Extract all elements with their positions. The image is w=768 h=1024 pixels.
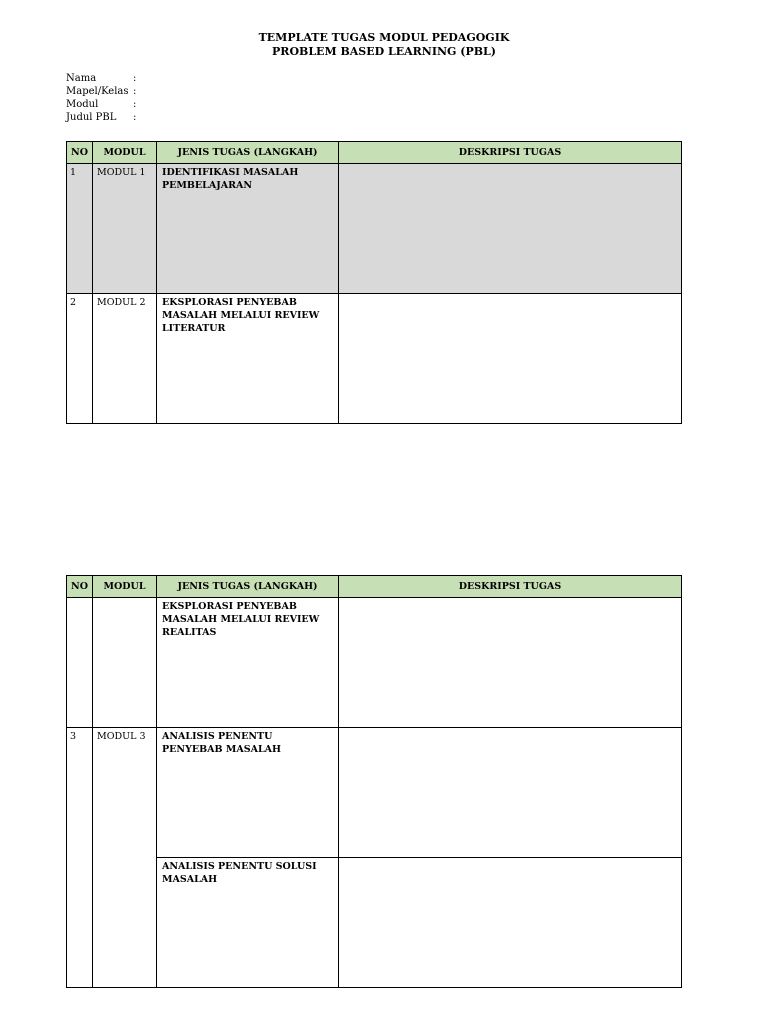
header-no: NO	[67, 576, 93, 598]
field-judul-pbl	[66, 111, 136, 124]
field-separator: :	[133, 99, 137, 110]
table-header-row	[67, 576, 682, 598]
cell-deskripsi-tugas[interactable]	[339, 294, 682, 424]
cell-deskripsi-tugas[interactable]	[339, 858, 682, 988]
cell-no: 3	[67, 728, 93, 988]
header-deskripsi-tugas: DESKRIPSI TUGAS	[339, 576, 682, 598]
table-row	[67, 728, 682, 858]
cell-modul: MODUL 1	[93, 164, 157, 294]
header-no: NO	[67, 142, 93, 164]
field-modul	[66, 98, 136, 111]
table-header-row	[67, 142, 682, 164]
cell-modul: MODUL 2	[93, 294, 157, 424]
header-jenis-tugas: JENIS TUGAS (LANGKAH)	[157, 576, 339, 598]
header-deskripsi-tugas: DESKRIPSI TUGAS	[339, 142, 682, 164]
title-line-2: PROBLEM BASED LEARNING (PBL)	[272, 45, 496, 58]
task-table-2	[66, 575, 682, 988]
field-separator: :	[133, 86, 137, 97]
document-title	[0, 31, 768, 59]
cell-jenis-tugas: EKSPLORASI PENYEBAB MASALAH MELALUI REVIEW LITERATUR	[157, 294, 339, 424]
field-separator: :	[133, 112, 137, 123]
field-separator: :	[133, 73, 137, 84]
table-row	[67, 164, 682, 294]
header-modul: MODUL	[93, 142, 157, 164]
field-label: Mapel/Kelas	[66, 86, 129, 97]
task-table-1	[66, 141, 682, 424]
cell-modul	[93, 598, 157, 728]
cell-jenis-tugas: ANALISIS PENENTU PENYEBAB MASALAH	[157, 728, 339, 858]
cell-no: 2	[67, 294, 93, 424]
field-label: Judul PBL	[66, 112, 117, 123]
cell-deskripsi-tugas[interactable]	[339, 598, 682, 728]
cell-deskripsi-tugas[interactable]	[339, 164, 682, 294]
cell-jenis-tugas: IDENTIFIKASI MASALAH PEMBELAJARAN	[157, 164, 339, 294]
header-modul: MODUL	[93, 576, 157, 598]
cell-modul: MODUL 3	[93, 728, 157, 988]
field-mapel-kelas	[66, 85, 136, 98]
cell-deskripsi-tugas[interactable]	[339, 728, 682, 858]
field-label: Nama	[66, 73, 97, 84]
cell-jenis-tugas: ANALISIS PENENTU SOLUSI MASALAH	[157, 858, 339, 988]
identity-fields	[66, 72, 136, 124]
cell-no	[67, 598, 93, 728]
table-row	[67, 858, 682, 988]
cell-jenis-tugas: EKSPLORASI PENYEBAB MASALAH MELALUI REVIEW REALITAS	[157, 598, 339, 728]
field-label: Modul	[66, 99, 99, 110]
title-line-1: TEMPLATE TUGAS MODUL PEDAGOGIK	[258, 31, 510, 44]
table-row	[67, 294, 682, 424]
cell-no: 1	[67, 164, 93, 294]
header-jenis-tugas: JENIS TUGAS (LANGKAH)	[157, 142, 339, 164]
field-nama	[66, 72, 136, 85]
table-row	[67, 598, 682, 728]
